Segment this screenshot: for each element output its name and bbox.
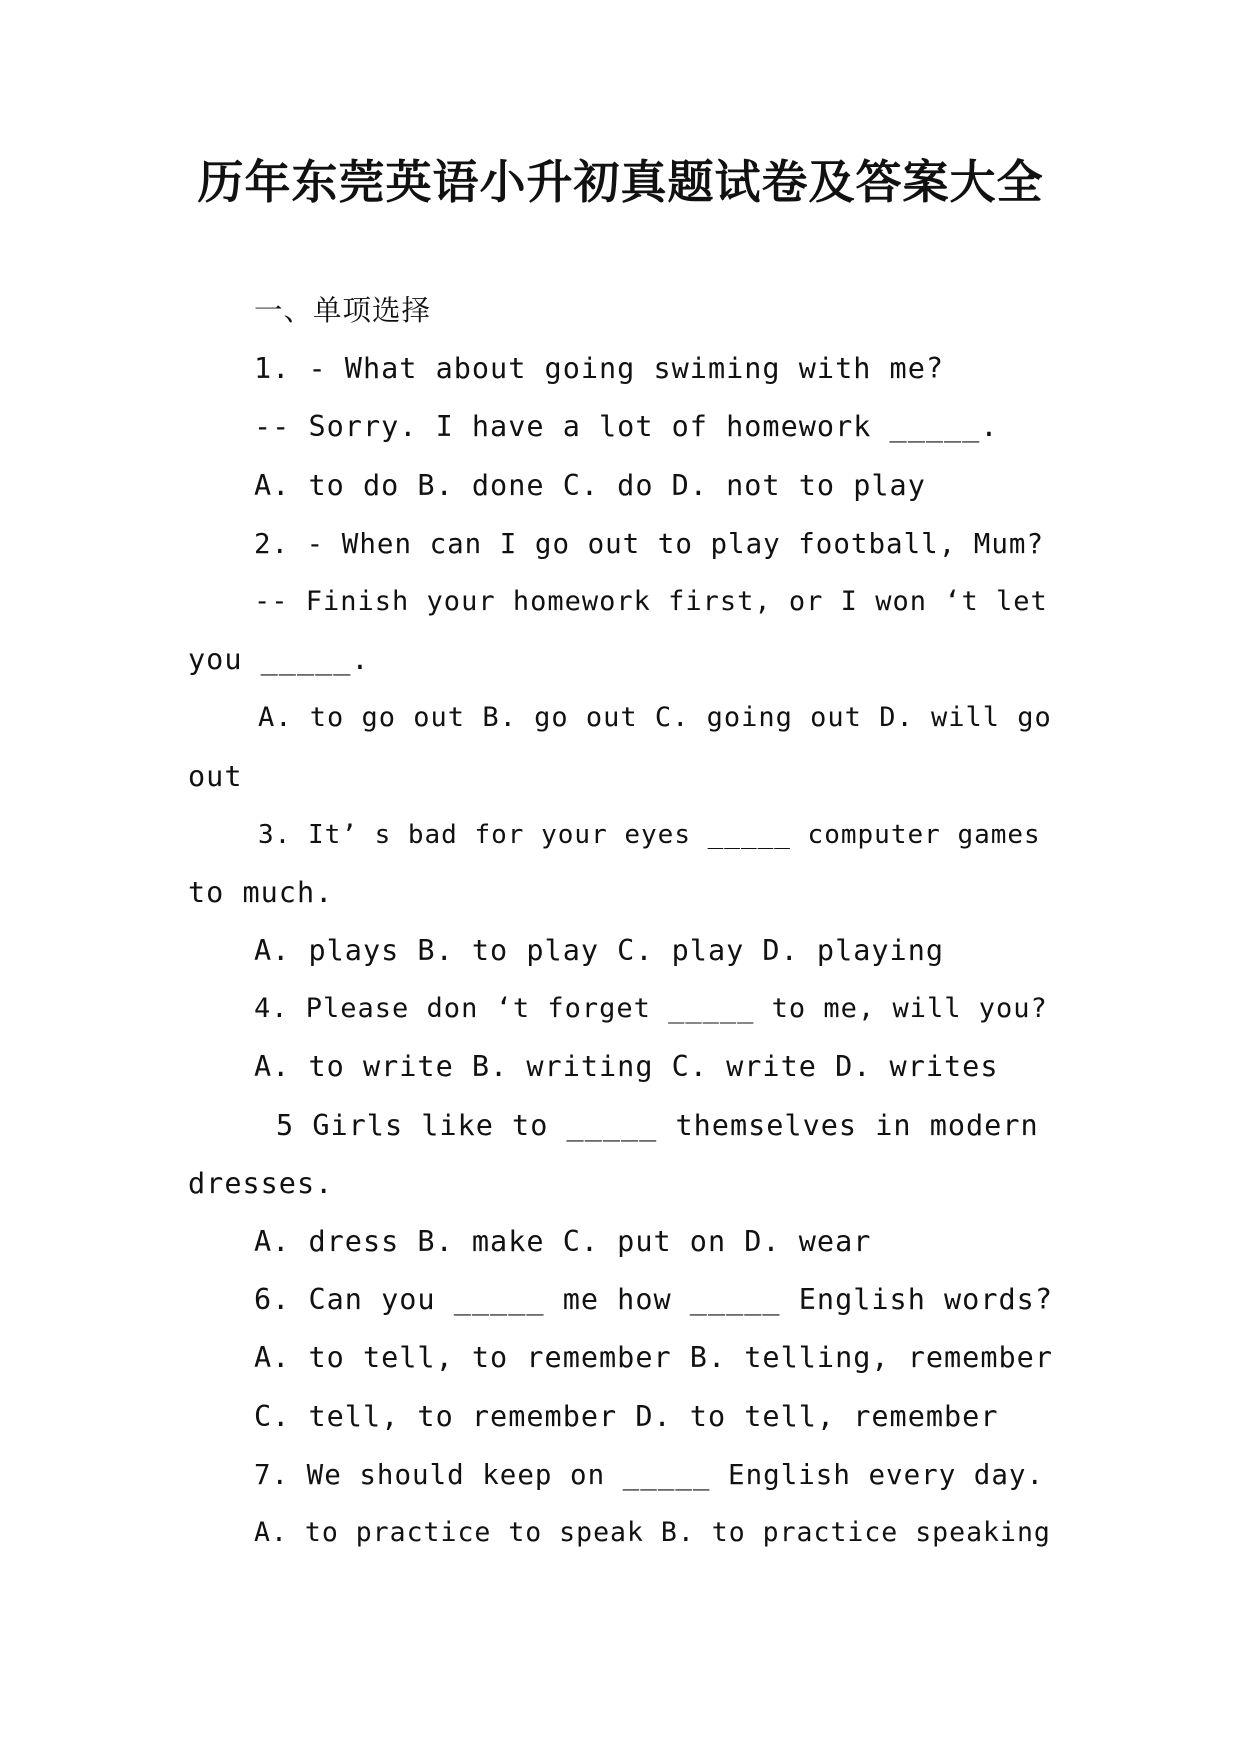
- question-3-line-2: to much.: [188, 875, 334, 909]
- question-6-line-1: 6. Can you _____ me how _____ English words?: [254, 1283, 1053, 1317]
- question-2-line-2: -- Finish your homework first, or I won ‘t let: [254, 585, 1048, 617]
- question-1-line-1: 1. - What about going swiming with me?: [254, 352, 945, 386]
- question-5-line-2: dresses.: [188, 1166, 334, 1200]
- question-4-line-1: 4. Please don ‘t forget _____ to me, will you?: [254, 993, 1048, 1025]
- section-heading: 一、单项选择: [254, 294, 432, 327]
- question-1-options: A. to do B. done C. do D. not to play: [254, 468, 926, 502]
- question-5-options: A. dress B. make C. put on D. wear: [254, 1225, 872, 1258]
- question-2-options: A. to go out B. go out C. going out D. will go: [258, 702, 1052, 734]
- question-1-line-2: -- Sorry. I have a lot of homework _____.: [254, 410, 999, 444]
- question-5-line-1: 5 Girls like to _____ themselves in modern: [276, 1108, 1039, 1142]
- question-7-line-1: 7. We should keep on _____ English every day.: [254, 1458, 1045, 1491]
- question-3-line-1: 3. It’ s bad for your eyes _____ computer games: [258, 819, 1041, 850]
- question-6-options-cd: C. tell, to remember D. to tell, remember: [254, 1399, 999, 1433]
- question-3-options: A. plays B. to play C. play D. playing: [254, 934, 945, 968]
- question-6-options-ab: A. to tell, to remember B. telling, remember: [254, 1341, 1053, 1375]
- question-2-line-1: 2. - When can I go out to play football, Mum?: [254, 527, 1045, 560]
- question-4-options: A. to write B. writing C. write D. writes: [254, 1050, 999, 1084]
- question-2-options-continued: out: [188, 759, 243, 793]
- question-2-line-3: you _____.: [188, 643, 370, 677]
- question-section: [188, 282, 1053, 1562]
- document-title: 历年东莞英语小升初真题试卷及答案大全: [197, 155, 1044, 209]
- question-7-options: A. to practice to speak B. to practice speaking: [254, 1516, 1051, 1548]
